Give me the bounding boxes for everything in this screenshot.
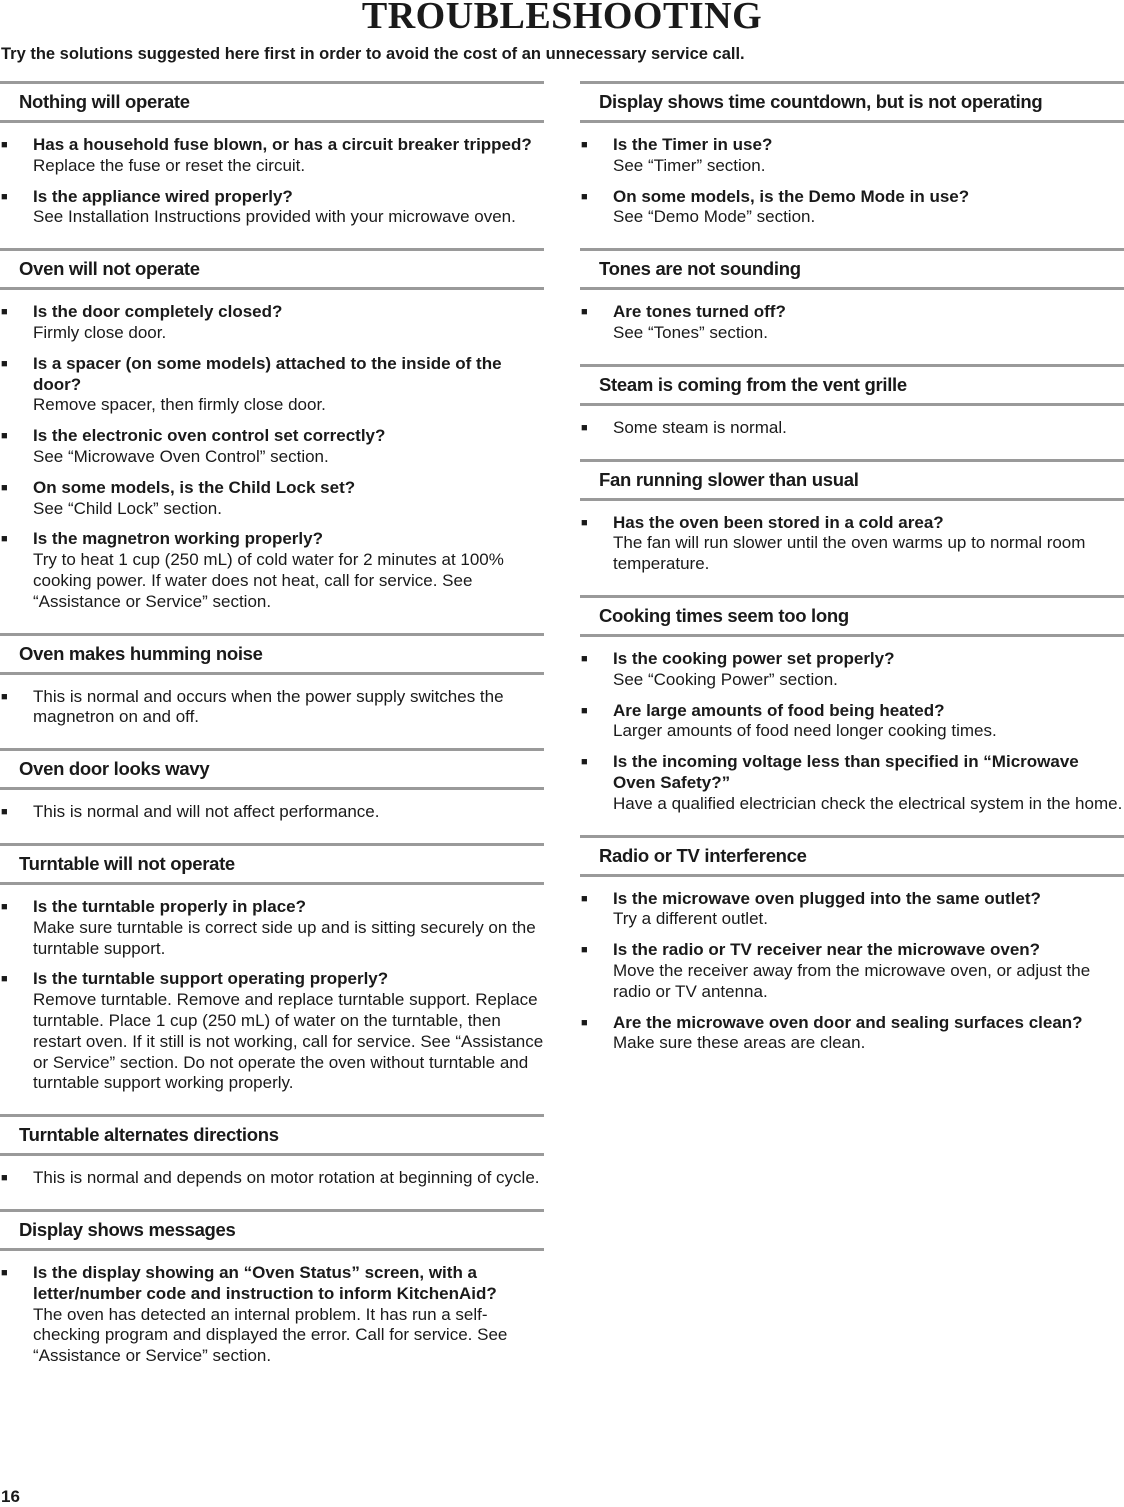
list-item bbox=[0, 302, 544, 344]
item-question: Is the turntable support operating properly? bbox=[33, 969, 389, 989]
intro-text: Try the solutions suggested here first in order to avoid the cost of an unnecessary service call. bbox=[1, 45, 745, 63]
square-bullet-icon: ■ bbox=[1, 139, 8, 151]
section-heading: Fan running slower than usual bbox=[580, 459, 1124, 501]
item-body bbox=[33, 302, 544, 344]
item-body bbox=[613, 135, 1124, 177]
item-body bbox=[33, 687, 544, 729]
square-bullet-icon: ■ bbox=[581, 1016, 588, 1029]
item-body bbox=[613, 302, 1124, 344]
item-body bbox=[33, 478, 544, 520]
item-body bbox=[33, 897, 544, 959]
troubleshooting-section bbox=[0, 1209, 544, 1387]
item-answer: Move the receiver away from the microwave oven, or adjust the radio or TV antenna. bbox=[613, 960, 1091, 1001]
item-question: Is the door completely closed? bbox=[33, 302, 283, 322]
item-answer: See “Microwave Oven Control” section. bbox=[33, 446, 329, 466]
section-heading: Nothing will operate bbox=[0, 81, 544, 123]
troubleshooting-section bbox=[0, 81, 544, 248]
section-heading: Turntable alternates directions bbox=[0, 1114, 544, 1156]
item-answer: Remove turntable. Remove and replace turntable support. Replace turntable. Place 1 cup (250 mL) of water on the turntable, then restart oven. If it still is not working, call for service. See “Assistance or Service” section. Do not operate the oven without turntable and turntable support working properly. bbox=[33, 990, 544, 1093]
troubleshooting-section bbox=[0, 1114, 544, 1209]
item-answer: Larger amounts of food need longer cooking times. bbox=[613, 721, 997, 741]
item-answer: See “Timer” section. bbox=[613, 155, 766, 175]
list-item bbox=[0, 135, 544, 177]
item-question: Has the oven been stored in a cold area? bbox=[613, 512, 944, 532]
square-bullet-icon: ■ bbox=[581, 139, 588, 151]
item-body bbox=[33, 187, 544, 229]
item-question: Are tones turned off? bbox=[613, 302, 786, 322]
list-item bbox=[0, 478, 544, 520]
item-answer: Remove spacer, then firmly close door. bbox=[33, 395, 326, 415]
square-bullet-icon: ■ bbox=[1, 1172, 8, 1185]
item-body bbox=[613, 701, 1124, 743]
item-answer: The oven has detected an internal problem. It has run a self-checking program and displayed the error. Call for service. See “Assistance or Service” section. bbox=[33, 1304, 508, 1366]
item-question: Is the electronic oven control set correctly? bbox=[33, 426, 386, 446]
list-item bbox=[0, 354, 544, 416]
item-body bbox=[33, 802, 544, 823]
item-answer: See “Cooking Power” section. bbox=[613, 669, 838, 689]
item-answer: Try to heat 1 cup (250 mL) of cold water for 2 minutes at 100% cooking power. If water does not heat, call for service. See “Assistance or Service” section. bbox=[33, 550, 504, 611]
item-body bbox=[613, 649, 1124, 691]
item-question: Is the microwave oven plugged into the same outlet? bbox=[613, 888, 1041, 908]
troubleshooting-section bbox=[0, 843, 544, 1114]
square-bullet-icon: ■ bbox=[581, 190, 588, 203]
list-item bbox=[0, 1168, 544, 1189]
section-heading: Tones are not sounding bbox=[580, 248, 1124, 290]
section-heading: Oven door looks wavy bbox=[0, 748, 544, 790]
section-heading: Turntable will not operate bbox=[0, 843, 544, 885]
square-bullet-icon: ■ bbox=[1, 533, 8, 546]
section-item-list bbox=[0, 675, 544, 749]
list-item bbox=[0, 426, 544, 468]
item-question: On some models, is the Child Lock set? bbox=[33, 477, 356, 497]
item-answer: See “Tones” section. bbox=[613, 322, 768, 342]
item-question: Are large amounts of food being heated? bbox=[613, 700, 945, 720]
list-item bbox=[580, 940, 1124, 1002]
troubleshooting-section bbox=[580, 81, 1124, 248]
item-answer: This is normal and depends on motor rotation at beginning of cycle. bbox=[33, 1168, 540, 1188]
section-item-list bbox=[0, 885, 544, 1114]
item-question: Has a household fuse blown, or has a circuit breaker tripped? bbox=[33, 135, 532, 154]
section-heading: Steam is coming from the vent grille bbox=[580, 364, 1124, 406]
item-answer: Firmly close door. bbox=[33, 322, 167, 342]
troubleshooting-section bbox=[0, 748, 544, 843]
square-bullet-icon: ■ bbox=[581, 516, 588, 529]
list-item bbox=[0, 529, 544, 612]
section-heading: Display shows time countdown, but is not operating bbox=[580, 81, 1124, 123]
square-bullet-icon: ■ bbox=[1, 357, 8, 370]
item-answer: Make sure these areas are clean. bbox=[613, 1033, 866, 1053]
square-bullet-icon: ■ bbox=[1, 430, 8, 443]
item-question: Is the display showing an “Oven Status” screen, with a letter/number code and instruction to inform KitchenAid? bbox=[33, 1262, 497, 1303]
square-bullet-icon: ■ bbox=[581, 421, 588, 434]
square-bullet-icon: ■ bbox=[581, 652, 588, 665]
list-item bbox=[0, 802, 544, 823]
section-item-list bbox=[580, 406, 1124, 459]
troubleshooting-section bbox=[0, 248, 544, 632]
list-item bbox=[0, 969, 544, 1094]
item-answer: Some steam is normal. bbox=[613, 417, 787, 437]
section-item-list bbox=[580, 123, 1124, 248]
list-item bbox=[580, 649, 1124, 691]
square-bullet-icon: ■ bbox=[581, 756, 588, 769]
list-item bbox=[580, 135, 1124, 177]
item-answer: See “Demo Mode” section. bbox=[613, 207, 816, 227]
list-item bbox=[580, 187, 1124, 229]
list-item bbox=[580, 889, 1124, 931]
item-question: Is a spacer (on some models) attached to the inside of the door? bbox=[33, 353, 502, 394]
square-bullet-icon: ■ bbox=[1, 190, 8, 203]
square-bullet-icon: ■ bbox=[581, 892, 588, 905]
section-item-list bbox=[0, 790, 544, 843]
item-body bbox=[33, 1168, 544, 1189]
item-answer: This is normal and occurs when the power supply switches the magnetron on and off. bbox=[33, 686, 504, 727]
section-item-list bbox=[580, 290, 1124, 364]
list-item bbox=[0, 1263, 544, 1367]
troubleshooting-section bbox=[580, 364, 1124, 459]
section-item-list bbox=[0, 290, 544, 632]
troubleshooting-section bbox=[580, 248, 1124, 364]
item-body bbox=[33, 135, 544, 177]
item-answer: The fan will run slower until the oven warms up to normal room temperature. bbox=[613, 533, 1086, 574]
item-body bbox=[33, 426, 544, 468]
square-bullet-icon: ■ bbox=[1, 690, 8, 703]
item-body bbox=[613, 187, 1124, 229]
list-item bbox=[580, 1013, 1124, 1055]
troubleshooting-section bbox=[580, 459, 1124, 595]
item-answer: Make sure turntable is correct side up and is sitting securely on the turntable support. bbox=[33, 917, 536, 958]
item-body bbox=[33, 529, 544, 612]
square-bullet-icon: ■ bbox=[581, 944, 588, 957]
section-item-list bbox=[0, 1156, 544, 1209]
section-item-list bbox=[0, 123, 544, 248]
section-heading: Radio or TV interference bbox=[580, 835, 1124, 877]
list-item bbox=[580, 752, 1124, 814]
item-answer: This is normal and will not affect performance. bbox=[33, 802, 380, 822]
troubleshooting-section bbox=[580, 835, 1124, 1075]
square-bullet-icon: ■ bbox=[1, 900, 8, 913]
item-body bbox=[613, 752, 1124, 814]
item-question: Is the radio or TV receiver near the microwave oven? bbox=[613, 940, 1041, 960]
list-item bbox=[580, 418, 1124, 439]
square-bullet-icon: ■ bbox=[1, 806, 8, 819]
item-answer: Have a qualified electrician check the electrical system in the home. bbox=[613, 793, 1123, 813]
section-item-list bbox=[580, 877, 1124, 1075]
square-bullet-icon: ■ bbox=[1, 481, 8, 494]
item-question: Is the turntable properly in place? bbox=[33, 896, 306, 916]
section-item-list bbox=[0, 1251, 544, 1387]
item-answer: Try a different outlet. bbox=[613, 909, 768, 929]
troubleshooting-section bbox=[580, 595, 1124, 835]
list-item bbox=[580, 302, 1124, 344]
item-question: Is the appliance wired properly? bbox=[33, 186, 293, 206]
section-item-list bbox=[580, 501, 1124, 595]
list-item bbox=[0, 897, 544, 959]
item-body bbox=[33, 969, 544, 1094]
item-question: Is the cooking power set properly? bbox=[613, 648, 895, 668]
item-question: On some models, is the Demo Mode in use? bbox=[613, 186, 970, 206]
list-item bbox=[580, 701, 1124, 743]
square-bullet-icon: ■ bbox=[581, 704, 588, 717]
square-bullet-icon: ■ bbox=[1, 306, 8, 319]
troubleshooting-section bbox=[0, 633, 544, 749]
list-item bbox=[0, 687, 544, 729]
item-body bbox=[613, 940, 1124, 1002]
section-heading: Oven makes humming noise bbox=[0, 633, 544, 675]
item-body bbox=[613, 513, 1124, 575]
section-heading: Display shows messages bbox=[0, 1209, 544, 1251]
square-bullet-icon: ■ bbox=[1, 973, 8, 986]
square-bullet-icon: ■ bbox=[581, 306, 588, 319]
item-body bbox=[33, 354, 544, 416]
section-item-list bbox=[580, 637, 1124, 835]
item-body bbox=[613, 889, 1124, 931]
section-heading: Cooking times seem too long bbox=[580, 595, 1124, 637]
item-answer: See Installation Instructions provided with your microwave oven. bbox=[33, 207, 516, 227]
item-question: Is the Timer in use? bbox=[613, 135, 773, 154]
item-question: Is the magnetron working properly? bbox=[33, 529, 323, 549]
item-question: Is the incoming voltage less than specified in “Microwave Oven Safety?” bbox=[613, 752, 1079, 792]
item-body bbox=[33, 1263, 544, 1367]
section-heading: Oven will not operate bbox=[0, 248, 544, 290]
square-bullet-icon: ■ bbox=[1, 1266, 8, 1279]
item-body bbox=[613, 418, 1124, 439]
item-answer: Replace the fuse or reset the circuit. bbox=[33, 155, 306, 175]
page-number: 16 bbox=[1, 1487, 20, 1506]
right-column bbox=[580, 81, 1124, 1074]
item-body bbox=[613, 1013, 1124, 1055]
left-column bbox=[0, 81, 544, 1387]
item-question: Are the microwave oven door and sealing surfaces clean? bbox=[613, 1012, 1083, 1032]
page-title: TROUBLESHOOTING bbox=[361, 0, 763, 37]
list-item bbox=[0, 187, 544, 229]
item-answer: See “Child Lock” section. bbox=[33, 498, 222, 518]
list-item bbox=[580, 513, 1124, 575]
